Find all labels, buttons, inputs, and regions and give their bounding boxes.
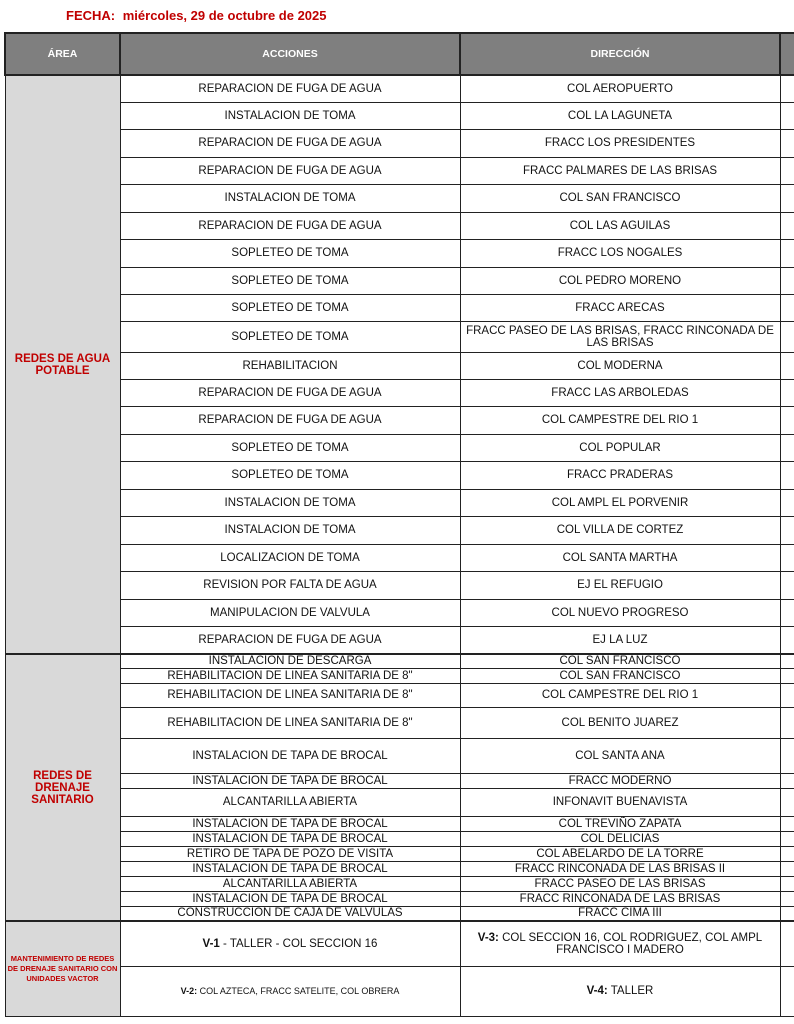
direccion-cell: COL AEROPUERTO xyxy=(460,75,780,102)
extra-cell xyxy=(780,379,794,406)
extra-cell xyxy=(780,75,794,102)
table-row xyxy=(5,626,794,654)
vactor-v4-cell xyxy=(460,966,780,1016)
vactor-v2-code: V-2: xyxy=(180,986,198,996)
accion-cell: INSTALACION DE TAPA DE BROCAL xyxy=(120,816,460,831)
accion-cell: REPARACION DE FUGA DE AGUA xyxy=(120,212,460,239)
accion-cell: MANIPULACION DE VALVULA xyxy=(120,599,460,626)
table-row xyxy=(5,544,794,571)
section-agua xyxy=(5,75,794,654)
table-row xyxy=(5,321,794,352)
extra-cell xyxy=(780,184,794,212)
accion-cell: INSTALACION DE TOMA xyxy=(120,489,460,516)
extra-cell xyxy=(780,891,794,906)
table-row xyxy=(5,571,794,599)
direccion-cell: FRACC MODERNO xyxy=(460,773,780,788)
accion-cell: ALCANTARILLA ABIERTA xyxy=(120,788,460,816)
direccion-cell: COL SAN FRANCISCO xyxy=(460,668,780,683)
extra-cell xyxy=(780,654,794,668)
table-row xyxy=(5,267,794,294)
vactor-v1-cell xyxy=(120,921,460,966)
direccion-cell: COL CAMPESTRE DEL RIO 1 xyxy=(460,406,780,434)
direccion-cell: COL TREVIÑO ZAPATA xyxy=(460,816,780,831)
direccion-cell: COL ABELARDO DE LA TORRE xyxy=(460,846,780,861)
header-extra xyxy=(780,33,794,75)
direccion-cell: COL SAN FRANCISCO xyxy=(460,654,780,668)
extra-cell xyxy=(780,352,794,379)
accion-cell: INSTALACION DE TOMA xyxy=(120,184,460,212)
direccion-cell: COL MODERNA xyxy=(460,352,780,379)
area-cell: REDES DE DRENAJE SANITARIO xyxy=(5,654,120,921)
direccion-cell: COL NUEVO PROGRESO xyxy=(460,599,780,626)
table-row xyxy=(5,876,794,891)
vactor-v2-cell xyxy=(120,966,460,1016)
vactor-v1-code: V-1 xyxy=(202,937,220,950)
direccion-cell: COL PEDRO MORENO xyxy=(460,267,780,294)
extra-cell xyxy=(780,157,794,184)
table-row xyxy=(5,489,794,516)
extra-cell xyxy=(780,707,794,738)
direccion-cell: FRACC PRADERAS xyxy=(460,461,780,489)
area-cell: REDES DE AGUA POTABLE xyxy=(5,75,120,654)
direccion-cell: COL LA LAGUNETA xyxy=(460,102,780,129)
accion-cell: INSTALACION DE DESCARGA xyxy=(120,654,460,668)
table-row xyxy=(5,707,794,738)
direccion-cell: COL VILLA DE CORTEZ xyxy=(460,516,780,544)
table-row xyxy=(5,668,794,683)
table-row xyxy=(5,406,794,434)
direccion-cell: FRACC PASEO DE LAS BRISAS xyxy=(460,876,780,891)
fecha-label: FECHA: xyxy=(66,8,116,23)
accion-cell: CONSTRUCCION DE CAJA DE VALVULAS xyxy=(120,906,460,921)
accion-cell: INSTALACION DE TOMA xyxy=(120,516,460,544)
extra-cell xyxy=(780,846,794,861)
table-row xyxy=(5,239,794,267)
accion-cell: REPARACION DE FUGA DE AGUA xyxy=(120,626,460,654)
extra-cell xyxy=(780,294,794,321)
table-row xyxy=(5,75,794,102)
table-row xyxy=(5,773,794,788)
extra-cell xyxy=(780,461,794,489)
extra-cell xyxy=(780,876,794,891)
header-row xyxy=(5,33,794,75)
extra-cell xyxy=(780,788,794,816)
table-row xyxy=(5,157,794,184)
extra-cell xyxy=(780,239,794,267)
direccion-cell: COL SANTA MARTHA xyxy=(460,544,780,571)
accion-cell: REPARACION DE FUGA DE AGUA xyxy=(120,75,460,102)
fecha-value: miércoles, 29 de octubre de 2025 xyxy=(122,8,327,23)
table-row xyxy=(5,654,794,668)
vactor-v3-text: COL SECCION 16, COL RODRIGUEZ, COL AMPL FRANCISCO I MADERO xyxy=(498,931,763,956)
direccion-cell: FRACC CIMA III xyxy=(460,906,780,921)
direccion-cell: FRACC RINCONADA DE LAS BRISAS II xyxy=(460,861,780,876)
report-table xyxy=(4,32,794,1017)
extra-cell xyxy=(780,267,794,294)
extra-cell xyxy=(780,626,794,654)
accion-cell: INSTALACION DE TAPA DE BROCAL xyxy=(120,891,460,906)
table-row xyxy=(5,379,794,406)
extra-cell xyxy=(780,966,794,1016)
table-row xyxy=(5,861,794,876)
table-row xyxy=(5,788,794,816)
direccion-cell: COL SAN FRANCISCO xyxy=(460,184,780,212)
table-row xyxy=(5,184,794,212)
table-row xyxy=(5,294,794,321)
accion-cell: REPARACION DE FUGA DE AGUA xyxy=(120,129,460,157)
header-direccion: DIRECCIÓN xyxy=(460,33,780,75)
table-row xyxy=(5,906,794,921)
direccion-cell: FRACC PALMARES DE LAS BRISAS xyxy=(460,157,780,184)
table-row xyxy=(5,846,794,861)
extra-cell xyxy=(780,668,794,683)
vactor-v3-cell xyxy=(460,921,780,966)
accion-cell: REHABILITACION DE LINEA SANITARIA DE 8" xyxy=(120,707,460,738)
accion-cell: REPARACION DE FUGA DE AGUA xyxy=(120,157,460,184)
direccion-cell: COL SANTA ANA xyxy=(460,738,780,773)
accion-cell: REPARACION DE FUGA DE AGUA xyxy=(120,379,460,406)
table-row xyxy=(5,516,794,544)
direccion-cell: COL POPULAR xyxy=(460,434,780,461)
extra-cell xyxy=(780,571,794,599)
accion-cell: INSTALACION DE TAPA DE BROCAL xyxy=(120,831,460,846)
extra-cell xyxy=(780,599,794,626)
extra-cell xyxy=(780,129,794,157)
table-row xyxy=(5,966,794,1016)
table-row xyxy=(5,683,794,707)
extra-cell xyxy=(780,831,794,846)
extra-cell xyxy=(780,921,794,966)
section-vactor xyxy=(5,921,794,1016)
extra-cell xyxy=(780,516,794,544)
direccion-cell: FRACC LOS NOGALES xyxy=(460,239,780,267)
extra-cell xyxy=(780,861,794,876)
extra-cell xyxy=(780,434,794,461)
direccion-cell: FRACC PASEO DE LAS BRISAS, FRACC RINCONADA DE LAS BRISAS xyxy=(460,321,780,352)
direccion-cell: FRACC LOS PRESIDENTES xyxy=(460,129,780,157)
accion-cell: RETIRO DE TAPA DE POZO DE VISITA xyxy=(120,846,460,861)
table-row xyxy=(5,738,794,773)
vactor-v4-code: V-4: xyxy=(586,985,608,997)
accion-cell: INSTALACION DE TAPA DE BROCAL xyxy=(120,861,460,876)
accion-cell: SOPLETEO DE TOMA xyxy=(120,461,460,489)
accion-cell: SOPLETEO DE TOMA xyxy=(120,239,460,267)
table-row xyxy=(5,461,794,489)
extra-cell xyxy=(780,102,794,129)
direccion-cell: COL CAMPESTRE DEL RIO 1 xyxy=(460,683,780,707)
accion-cell: LOCALIZACION DE TOMA xyxy=(120,544,460,571)
direccion-cell: FRACC RINCONADA DE LAS BRISAS xyxy=(460,891,780,906)
table-row xyxy=(5,212,794,239)
direccion-cell: FRACC ARECAS xyxy=(460,294,780,321)
direccion-cell: EJ EL REFUGIO xyxy=(460,571,780,599)
extra-cell xyxy=(780,773,794,788)
table-row xyxy=(5,891,794,906)
accion-cell: ALCANTARILLA ABIERTA xyxy=(120,876,460,891)
accion-cell: INSTALACION DE TAPA DE BROCAL xyxy=(120,738,460,773)
accion-cell: REVISION POR FALTA DE AGUA xyxy=(120,571,460,599)
extra-cell xyxy=(780,321,794,352)
accion-cell: SOPLETEO DE TOMA xyxy=(120,321,460,352)
vactor-v3-code: V-3: xyxy=(477,931,499,944)
table-row xyxy=(5,129,794,157)
extra-cell xyxy=(780,816,794,831)
extra-cell xyxy=(780,406,794,434)
extra-cell xyxy=(780,544,794,571)
table-row xyxy=(5,921,794,966)
vactor-v2-text: COL AZTECA, FRACC SATELITE, COL OBRERA xyxy=(197,986,400,996)
section-drenaje xyxy=(5,654,794,921)
header-area: ÁREA xyxy=(5,33,120,75)
table-row xyxy=(5,831,794,846)
table-row xyxy=(5,434,794,461)
direccion-cell: INFONAVIT BUENAVISTA xyxy=(460,788,780,816)
fecha-line xyxy=(66,8,327,28)
accion-cell: SOPLETEO DE TOMA xyxy=(120,267,460,294)
accion-cell: INSTALACION DE TAPA DE BROCAL xyxy=(120,773,460,788)
accion-cell: REPARACION DE FUGA DE AGUA xyxy=(120,406,460,434)
area-vactor: MANTENIMIENTO DE REDES DE DRENAJE SANITARIO CON UNIDADES VACTOR xyxy=(5,921,120,1016)
accion-cell: SOPLETEO DE TOMA xyxy=(120,434,460,461)
table-row xyxy=(5,816,794,831)
vactor-v1-text: - TALLER - COL SECCION 16 xyxy=(219,937,378,950)
extra-cell xyxy=(780,489,794,516)
direccion-cell: COL LAS AGUILAS xyxy=(460,212,780,239)
extra-cell xyxy=(780,738,794,773)
accion-cell: REHABILITACION xyxy=(120,352,460,379)
accion-cell: REHABILITACION DE LINEA SANITARIA DE 8" xyxy=(120,668,460,683)
direccion-cell: COL DELICIAS xyxy=(460,831,780,846)
direccion-cell: EJ LA LUZ xyxy=(460,626,780,654)
header-acciones: ACCIONES xyxy=(120,33,460,75)
table-row xyxy=(5,352,794,379)
table-row xyxy=(5,102,794,129)
table-row xyxy=(5,599,794,626)
direccion-cell: COL AMPL EL PORVENIR xyxy=(460,489,780,516)
accion-cell: SOPLETEO DE TOMA xyxy=(120,294,460,321)
vactor-v4-text: TALLER xyxy=(607,985,654,997)
extra-cell xyxy=(780,683,794,707)
direccion-cell: FRACC LAS ARBOLEDAS xyxy=(460,379,780,406)
direccion-cell: COL BENITO JUAREZ xyxy=(460,707,780,738)
extra-cell xyxy=(780,906,794,921)
extra-cell xyxy=(780,212,794,239)
accion-cell: INSTALACION DE TOMA xyxy=(120,102,460,129)
accion-cell: REHABILITACION DE LINEA SANITARIA DE 8" xyxy=(120,683,460,707)
